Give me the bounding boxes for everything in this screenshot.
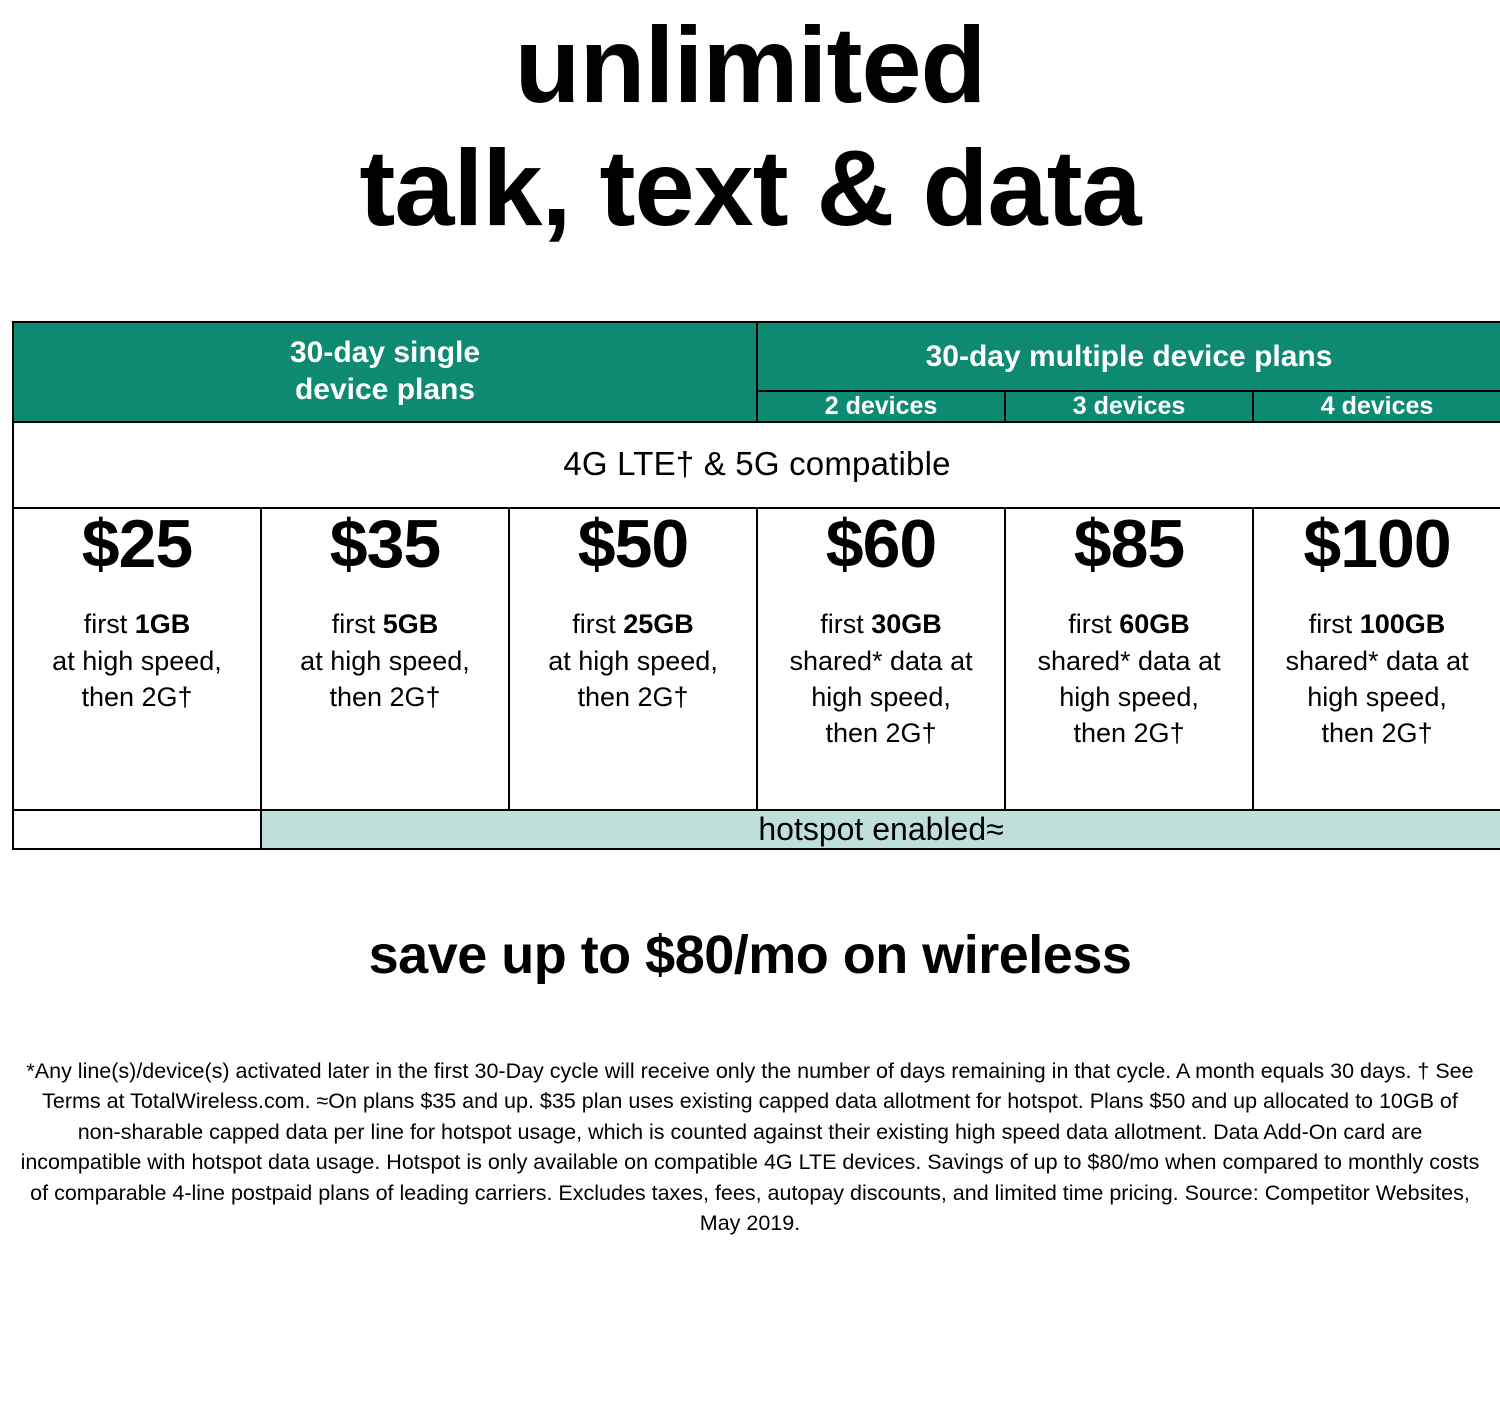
plan-cell-100 [1253, 505, 1500, 810]
plan-price: $35 [329, 505, 441, 582]
table-header-row-top [13, 322, 1500, 391]
plan-description [510, 606, 756, 715]
plan-desc-data: 1GB [134, 609, 191, 640]
plan-desc-lead: first [83, 609, 135, 640]
plan-desc-line-2: at high speed, [548, 645, 718, 676]
compatibility-text: 4G LTE† & 5G compatible [13, 422, 1500, 508]
plan-price: $85 [1073, 505, 1185, 582]
header-single-line-1: 30-day single [289, 336, 481, 370]
plan-desc-line-3: then 2G† [577, 682, 689, 713]
header-multiple-device-plans: 30-day multiple device plans [757, 322, 1500, 391]
plan-desc-line-4: then 2G† [1321, 718, 1433, 749]
plan-description [1254, 606, 1500, 752]
plan-desc-line-3: high speed, [1059, 682, 1199, 713]
plan-desc-lead: first [331, 609, 383, 640]
plan-desc-data: 100GB [1359, 609, 1446, 640]
plan-description [14, 606, 260, 715]
hotspot-enabled-label: hotspot enabled≈ [261, 810, 1500, 849]
plan-cell-25 [13, 505, 261, 810]
plan-desc-line-2: shared* data at [789, 645, 973, 676]
plan-desc-lead: first [1308, 609, 1360, 640]
plan-desc-line-4: then 2G† [825, 718, 937, 749]
plan-description [758, 606, 1004, 752]
hotspot-row [13, 810, 1500, 849]
header-3-devices: 3 devices [1005, 391, 1253, 422]
plan-desc-data: 60GB [1119, 609, 1190, 640]
plan-desc-line-2: at high speed, [300, 645, 470, 676]
plan-desc-line-2: shared* data at [1037, 645, 1221, 676]
plan-desc-line-3: high speed, [1307, 682, 1447, 713]
headline-line-1: unlimited [514, 4, 986, 125]
plan-desc-line-2: shared* data at [1285, 645, 1469, 676]
plan-desc-lead: first [1068, 609, 1120, 640]
plan-price: $100 [1303, 505, 1451, 582]
plan-price: $50 [577, 505, 689, 582]
compatibility-row [13, 422, 1500, 508]
price-row [13, 508, 1500, 810]
plan-description [262, 606, 508, 715]
plan-cell-50 [509, 505, 757, 810]
header-single-line-2: device plans [294, 372, 476, 406]
plan-desc-data: 25GB [623, 609, 694, 640]
legal-disclaimer: *Any line(s)/device(s) activated later in the first 30-Day cycle will receive only the number of days remaining in that cycle. A month equals 30 days. † See Terms at TotalWireless.com. ≈On plans $35 and up. $35 plan uses existing capped data allotment for hotspot. Plans $50 and up allocated to 10GB of non-sharable capped data per line for hotspot usage, which is counted against their existing high speed data allotment. Data Add-On card are incompatible with hotspot data usage. Hotspot is only available on compatible 4G LTE devices. Savings of up to $80/mo when compared to monthly costs of comparable 4-line postpaid plans of leading carriers. Excludes taxes, fees, autopay discounts, and limited time pricing. Source: Competitor Websites, May 2019. [20, 1058, 1480, 1236]
plan-desc-data: 5GB [382, 609, 439, 640]
hotspot-empty-cell [13, 810, 261, 849]
plan-cell-60 [757, 505, 1005, 810]
header-2-devices: 2 devices [757, 391, 1005, 422]
plan-desc-line-3: then 2G† [329, 682, 441, 713]
plan-desc-line-3: high speed, [811, 682, 951, 713]
header-single-device-plans [13, 322, 757, 422]
plan-price: $25 [81, 505, 193, 582]
plan-cell-85 [1005, 505, 1253, 810]
plan-desc-line-4: then 2G† [1073, 718, 1185, 749]
plan-cell-35 [261, 505, 509, 810]
plan-desc-lead: first [820, 609, 872, 640]
plan-desc-line-2: at high speed, [52, 645, 222, 676]
headline-line-2: talk, text & data [359, 126, 1141, 248]
savings-headline: save up to $80/mo on wireless [368, 924, 1132, 985]
plan-desc-line-3: then 2G† [81, 682, 193, 713]
plan-desc-lead: first [572, 609, 624, 640]
plan-description [1006, 606, 1252, 752]
plan-price: $60 [825, 505, 937, 582]
plan-comparison-table [12, 321, 1500, 850]
page-title [12, 0, 1488, 248]
header-4-devices: 4 devices [1253, 391, 1500, 422]
plan-desc-data: 30GB [871, 609, 942, 640]
